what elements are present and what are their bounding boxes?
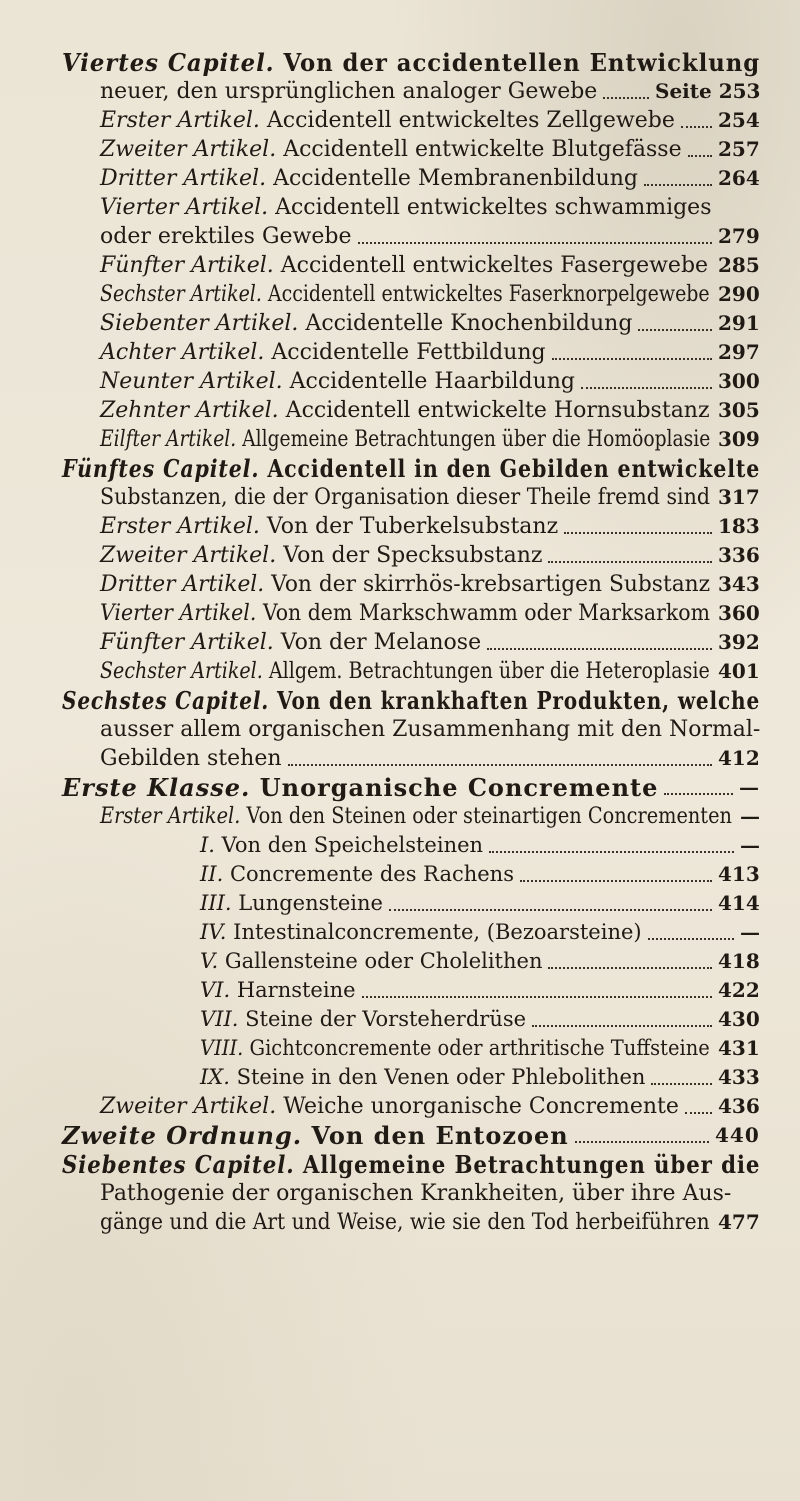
- toc-page-number: 291: [718, 311, 760, 335]
- toc-entry-text: [200, 1063, 645, 1092]
- toc-entry: [0, 251, 800, 280]
- toc-entry-text: [100, 280, 710, 309]
- dot-leader: [581, 367, 712, 389]
- toc-entry-title: Gallensteine oder Cholelithen: [218, 949, 543, 973]
- toc-entry: [0, 512, 800, 541]
- dot-leader: [487, 628, 712, 650]
- toc-entry-text: [100, 251, 708, 280]
- toc-entry: [0, 831, 800, 860]
- toc-entry-text: [200, 831, 483, 860]
- toc-entry-title: Von der accidentellen Entwicklung: [274, 48, 761, 77]
- toc-entry-title: Steine in den Venen oder Phlebolithen: [229, 1065, 646, 1089]
- toc-entry-title: Allgemeine Betrachtungen über die: [294, 1150, 761, 1179]
- toc-entry-text: [62, 686, 760, 715]
- toc-entry-text: [100, 396, 710, 425]
- toc-entry: [0, 193, 800, 222]
- toc-entry: [0, 135, 800, 164]
- toc-entry-text: [100, 599, 710, 628]
- toc-entry: [0, 976, 800, 1005]
- toc-entry-title: ausser allem organischen Zusammenhang mit den Normal-: [100, 717, 761, 742]
- toc-entry: [0, 106, 800, 135]
- toc-entry-text: [100, 77, 597, 106]
- toc-entry-label: Fünfter Artikel.: [100, 630, 274, 655]
- toc-entry-label: Zweiter Artikel.: [100, 137, 277, 162]
- toc-page-number: 183: [718, 514, 760, 538]
- toc-entry-title: Unorganische Concremente: [250, 773, 659, 802]
- toc-page-number: 285: [718, 253, 760, 277]
- toc-entry-label: Dritter Artikel.: [100, 572, 265, 597]
- toc-entry-label: Achter Artikel.: [100, 340, 265, 365]
- toc-entry: [0, 744, 800, 773]
- toc-entry: [0, 889, 800, 918]
- toc-entry-label: Zweiter Artikel.: [100, 1094, 277, 1119]
- toc-entry-text: [100, 483, 710, 512]
- toc-entry-title: Von dem Markschwamm oder Marksarkom: [256, 601, 710, 626]
- toc-entry: [0, 1034, 800, 1063]
- toc-page-number: 436: [718, 1094, 760, 1118]
- toc-entry: [0, 686, 800, 715]
- toc-page-number: 392: [718, 630, 760, 654]
- toc-entry-text: [100, 425, 710, 454]
- toc-entry-text: [200, 976, 356, 1005]
- toc-entry-label: Dritter Artikel.: [100, 166, 267, 191]
- toc-entry-title: Steine der Vorsteherdrüse: [238, 1007, 527, 1031]
- toc-entry: [0, 628, 800, 657]
- toc-entry-title: Von der Melanose: [273, 630, 482, 655]
- toc-entry: [0, 1005, 800, 1034]
- toc-entry-label: Fünftes Capitel.: [62, 454, 260, 483]
- toc-entry-title: Pathogenie der organischen Krankheiten, über ihre Aus-: [100, 1181, 732, 1206]
- toc-page-number: 290: [718, 282, 760, 306]
- toc-entry-label: IX.: [200, 1065, 230, 1089]
- toc-entry-text: [100, 106, 675, 135]
- toc-entry: [0, 1063, 800, 1092]
- dot-leader: [681, 106, 712, 128]
- toc-entry-label: Sechster Artikel.: [100, 659, 263, 684]
- toc-entry-text: [100, 541, 542, 570]
- toc-page-number: 305: [718, 398, 760, 422]
- toc-entry-text: [100, 309, 632, 338]
- toc-entry: [0, 918, 800, 947]
- dot-leader: [548, 541, 712, 563]
- toc-entry-label: IV.: [200, 920, 227, 944]
- toc-page-number: —: [740, 804, 760, 828]
- toc-entry: [0, 541, 800, 570]
- toc-entry: [0, 773, 800, 802]
- toc-entry-text: [200, 860, 514, 889]
- toc-page-number: 414: [718, 891, 760, 915]
- toc-page-number: Seite 253: [655, 79, 761, 103]
- toc-entry-title: Von den Speichelsteinen: [214, 833, 484, 857]
- toc-entry-title: Accidentelle Knochenbildung: [298, 311, 633, 336]
- toc-entry: [0, 657, 800, 686]
- toc-entry-text: [100, 802, 732, 831]
- toc-page-number: 300: [718, 369, 760, 393]
- toc-entry-title: Von der Tuberkelsubstanz: [259, 514, 559, 539]
- toc-entry-text: [100, 338, 546, 367]
- dot-leader: [651, 1063, 712, 1085]
- toc-page-number: —: [739, 775, 760, 799]
- toc-entry-title: Weiche unorganische Concremente: [276, 1094, 679, 1119]
- toc-entry: [0, 860, 800, 889]
- toc-entry: [0, 1150, 800, 1179]
- toc-entry-text: [100, 657, 710, 686]
- toc-entry: [0, 425, 800, 454]
- toc-entry-title: Concremente des Rachens: [223, 862, 514, 886]
- toc-entry-label: VII.: [200, 1007, 239, 1031]
- toc-entry-label: I.: [200, 833, 215, 857]
- toc-entry-text: [62, 1121, 569, 1150]
- toc-page-number: 336: [718, 543, 760, 567]
- toc-entry: [0, 309, 800, 338]
- dot-leader: [358, 222, 712, 244]
- toc-entry-label: Vierter Artikel.: [100, 601, 257, 626]
- toc-entry-label: Eilfter Artikel.: [100, 427, 237, 452]
- toc-entry-title: Substanzen, die der Organisation dieser Theile fremd sind: [100, 485, 710, 510]
- dot-leader: [532, 1005, 712, 1027]
- toc-entry-title: Accidentell entwickelte Blutgefässe: [276, 137, 682, 162]
- toc-entry-title: Accidentell in den Gebilden entwickelte: [259, 454, 761, 483]
- toc-entry-label: II.: [200, 862, 224, 886]
- toc-page-number: 309: [718, 427, 760, 451]
- toc-entry: [0, 483, 800, 512]
- toc-entry: [0, 599, 800, 628]
- toc-entry-title: Accidentell entwickeltes Zellgewebe: [259, 108, 675, 133]
- toc-entry-label: Erste Klasse.: [62, 773, 251, 802]
- toc-page-number: 430: [718, 1007, 760, 1031]
- toc-entry-text: [200, 947, 542, 976]
- toc-entry-label: Erster Artikel.: [100, 108, 260, 133]
- toc-entry: [0, 280, 800, 309]
- toc-entry-text: [100, 628, 481, 657]
- toc-entry-title: neuer, den ursprünglichen analoger Gewebe: [100, 79, 598, 104]
- toc-page-number: 297: [718, 340, 760, 364]
- toc-entry-label: Zehnter Artikel.: [100, 398, 279, 423]
- toc-entry-title: Accidentelle Fettbildung: [264, 340, 546, 365]
- toc-entry-title: Accidentell entwickeltes schwammiges: [268, 195, 712, 220]
- toc-entry-text: [100, 135, 682, 164]
- toc-entry-text: [100, 715, 760, 744]
- toc-page-number: 418: [718, 949, 760, 973]
- dot-leader: [648, 918, 734, 940]
- toc-entry-text: [100, 1179, 731, 1208]
- toc-page-number: —: [740, 833, 760, 857]
- toc-entry-title: Von der skirrhös-krebsartigen Substanz: [264, 572, 711, 597]
- dot-leader: [685, 1092, 712, 1114]
- toc-entry: [0, 222, 800, 251]
- toc-entry-title: Gebilden stehen: [100, 746, 282, 771]
- toc-entry-title: Harnsteine: [230, 978, 356, 1002]
- toc-page-number: 264: [718, 166, 760, 190]
- toc-entry-title: Lungensteine: [231, 891, 383, 915]
- toc-entry-label: III.: [200, 891, 232, 915]
- dot-leader: [664, 773, 733, 795]
- toc-entry-title: Allgemeine Betrachtungen über die Homöoplasie: [236, 427, 711, 452]
- toc-entry-text: [100, 193, 712, 222]
- toc-entry-text: [100, 222, 352, 251]
- toc-entry-label: V.: [200, 949, 219, 973]
- toc-entry-title: Allgem. Betrachtungen über die Heteroplasie: [262, 659, 710, 684]
- toc-entry-label: Sechster Artikel.: [100, 282, 262, 307]
- toc-entry-title: Accidentelle Haarbildung: [282, 369, 576, 394]
- toc-entry-title: Accidentell entwickeltes Fasergewebe: [273, 253, 709, 278]
- dot-leader: [362, 976, 712, 998]
- toc-entry-title: Von der Specksubstanz: [276, 543, 543, 568]
- toc-entry: [0, 1179, 800, 1208]
- toc-page-number: 440: [715, 1123, 760, 1147]
- toc-page-number: 401: [718, 659, 760, 683]
- toc-entry-label: Fünfter Artikel.: [100, 253, 274, 278]
- toc-entry-title: Intestinalconcremente, (Bezoarsteine): [226, 920, 642, 944]
- toc-entry-text: [100, 744, 282, 773]
- dot-leader: [548, 947, 712, 969]
- toc-entry: [0, 77, 800, 106]
- dot-leader: [603, 77, 649, 99]
- dot-leader: [688, 135, 712, 157]
- toc-entry-text: [100, 570, 710, 599]
- toc-entry-label: Siebenter Artikel.: [100, 311, 299, 336]
- toc-entry-text: [62, 773, 658, 802]
- toc-page-number: 422: [718, 978, 760, 1002]
- toc-entry-label: VI.: [200, 978, 231, 1002]
- dot-leader: [575, 1121, 709, 1143]
- toc-entry-label: Viertes Capitel.: [62, 48, 275, 77]
- dot-leader: [564, 512, 712, 534]
- toc-page-number: 360: [718, 601, 760, 625]
- toc-entry: [0, 454, 800, 483]
- toc-entry-title: Accidentell entwickelte Hornsubstanz: [278, 398, 710, 423]
- dot-leader: [520, 860, 712, 882]
- toc-entry-text: [200, 918, 642, 947]
- toc-entry-text: [100, 1208, 710, 1237]
- toc-entry-label: Zweiter Artikel.: [100, 543, 277, 568]
- toc-entry-text: [62, 454, 760, 483]
- toc-entry-text: [200, 1034, 710, 1063]
- toc-entry: [0, 1208, 800, 1237]
- toc-entry-title: Von den krankhaften Produkten, welche: [269, 686, 761, 715]
- toc-page-number: 254: [718, 108, 760, 132]
- toc-entry: [0, 570, 800, 599]
- toc-entry-title: Accidentell entwickeltes Faserknorpelgewebe: [261, 282, 710, 307]
- dot-leader: [389, 889, 712, 911]
- toc-page-number: 343: [718, 572, 760, 596]
- toc-entry-text: [200, 1005, 526, 1034]
- toc-entry: [0, 164, 800, 193]
- toc-entry-label: Siebentes Capitel.: [62, 1150, 295, 1179]
- toc-entry-text: [100, 164, 638, 193]
- toc-entry: [0, 48, 800, 77]
- toc-entry-title: Gichtconcremente oder arthritische Tuffsteine: [243, 1036, 710, 1060]
- toc-entry-label: Erster Artikel.: [100, 514, 260, 539]
- toc-entry: [0, 338, 800, 367]
- toc-entry-label: Neunter Artikel.: [100, 369, 283, 394]
- toc-entry-text: [100, 1092, 679, 1121]
- toc-entry-title: oder erektiles Gewebe: [100, 224, 352, 249]
- toc-entry: [0, 1092, 800, 1121]
- toc-entry: [0, 1121, 800, 1150]
- dot-leader: [288, 744, 712, 766]
- toc-page-number: 317: [718, 485, 760, 509]
- toc-entry: [0, 396, 800, 425]
- toc-entry-text: [62, 1150, 760, 1179]
- toc-entry-label: Erster Artikel.: [100, 804, 241, 829]
- toc-entry-text: [100, 512, 558, 541]
- toc-entry-title: Accidentelle Membranenbildung: [266, 166, 638, 191]
- toc-page-number: 279: [718, 224, 760, 248]
- dot-leader: [552, 338, 712, 360]
- toc-entry-text: [200, 889, 383, 918]
- toc-page-number: 257: [718, 137, 760, 161]
- dot-leader: [638, 309, 712, 331]
- toc-page-number: —: [740, 920, 760, 944]
- toc-entry-title: Von den Entozoen: [302, 1121, 569, 1150]
- toc-page-number: 477: [718, 1210, 760, 1234]
- toc-entry-label: VIII.: [200, 1036, 244, 1060]
- toc-entry: [0, 947, 800, 976]
- toc-entry-text: [100, 367, 575, 396]
- dot-leader: [489, 831, 734, 853]
- toc-entry: [0, 715, 800, 744]
- toc-entry: [0, 802, 800, 831]
- toc-entry: [0, 367, 800, 396]
- table-of-contents: [0, 48, 800, 1237]
- toc-entry-label: Zweite Ordnung.: [62, 1121, 303, 1150]
- toc-page-number: 413: [718, 862, 760, 886]
- toc-entry-title: Von den Steinen oder steinartigen Concrementen: [240, 804, 732, 829]
- toc-page-number: 412: [718, 746, 760, 770]
- toc-entry-label: Vierter Artikel.: [100, 195, 269, 220]
- toc-entry-text: [62, 48, 760, 77]
- toc-entry-title: gänge und die Art und Weise, wie sie den Tod herbeiführen: [100, 1210, 710, 1235]
- toc-page-number: 431: [718, 1036, 760, 1060]
- toc-page-number: 433: [718, 1065, 760, 1089]
- dot-leader: [644, 164, 712, 186]
- toc-entry-label: Sechstes Capitel.: [62, 686, 270, 715]
